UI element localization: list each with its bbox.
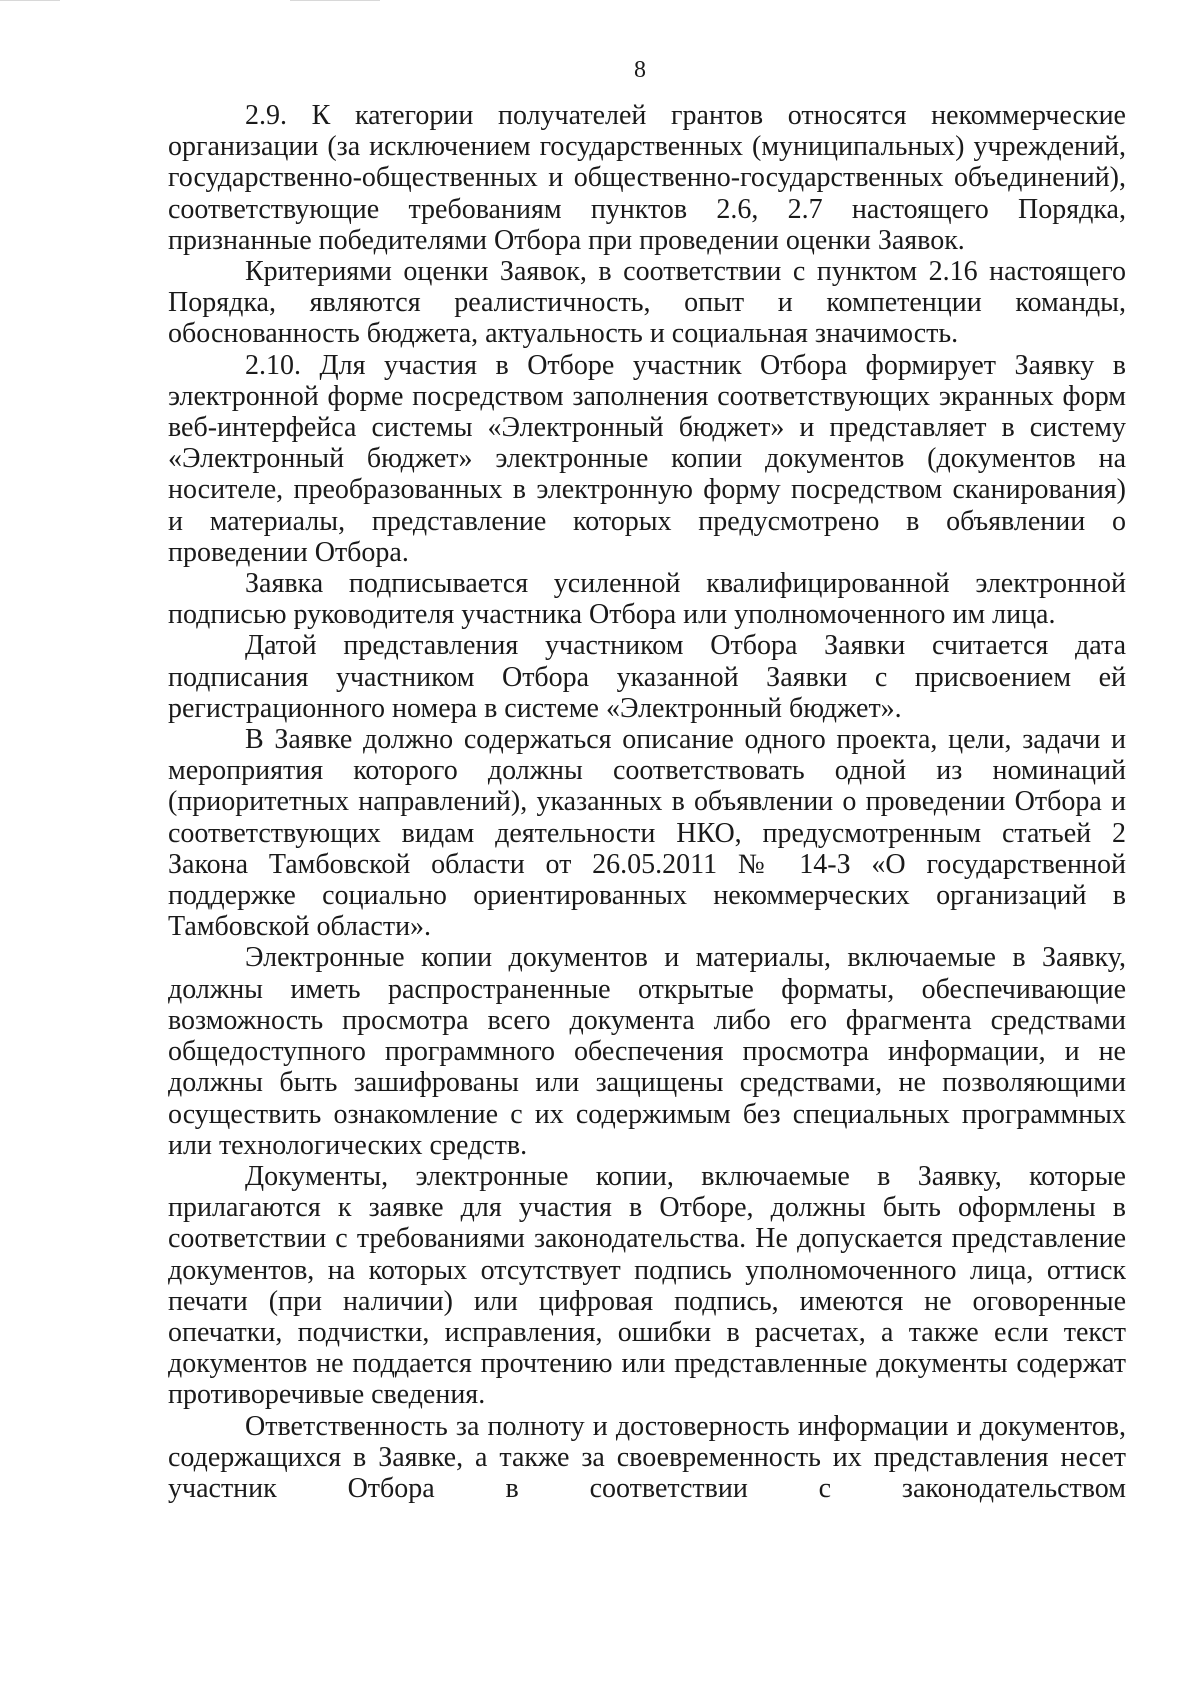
paragraph-responsibility: Ответственность за полноту и достоверность информации и документов, содержащихся в Заявке, а также за своевременность их представления несет участник Отбора в соответствии с законодательством [168, 1410, 1126, 1504]
paragraph-signature: Заявка подписывается усиленной квалифицированной электронной подписью руководителя участника Отбора или уполномоченного им лица. [168, 568, 1126, 631]
paragraph-electronic-copies: Электронные копии документов и материалы, включаемые в Заявку, должны иметь распространенные открытые форматы, обеспечивающие возможность просмотра всего документа либо его фрагмента средствами общедоступного программного обеспечения просмотра информации, и не должны быть зашифрованы или защищены средствами, не позволяющими осуществить ознакомление с их содержимым без специальных программных или технологических средств. [168, 942, 1126, 1161]
paragraph-criteria: Критериями оценки Заявок, в соответствии с пунктом 2.16 настоящего Порядка, являются реалистичность, опыт и компетенции команды, обоснованность бюджета, актуальность и социальная значимость. [168, 256, 1126, 350]
paragraph-2-10: 2.10. Для участия в Отборе участник Отбора формирует Заявку в электронной форме посредством заполнения соответствующих экранных форм веб-интерфейса системы «Электронный бюджет» и представляет в систему «Электронный бюджет» электронные копии документов (документов на носителе, преобразованных в электронную форму посредством сканирования) и материалы, представление которых предусмотрено в объявлении о проведении Отбора. [168, 349, 1126, 568]
paragraph-project-description: В Заявке должно содержаться описание одного проекта, цели, задачи и мероприятия которого должны соответствовать одной из номинаций (приоритетных направлений), указанных в объявлении о проведении Отбора и соответствующих видам деятельности НКО, предусмотренным статьей 2 Закона Тамбовской области от 26.05.2011 № 14-З «О государственной поддержке социально ориентированных некоммерческих организаций в Тамбовской области». [168, 724, 1126, 943]
document-body [168, 100, 1126, 1504]
paragraph-documents-requirements: Документы, электронные копии, включаемые в Заявку, которые прилагаются к заявке для участия в Отборе, должны быть оформлены в соответствии с требованиями законодательства. Не допускается представление документов, на которых отсутствует подпись уполномоченного лица, оттиск печати (при наличии) или цифровая подпись, имеются не оговоренные опечатки, подчистки, исправления, ошибки в расчетах, а также если текст документов не поддается прочтению или представленные документы содержат противоречивые сведения. [168, 1160, 1126, 1411]
page-number: 8 [634, 57, 646, 83]
scan-edge-mark [290, 0, 380, 1]
paragraph-submission-date: Датой представления участником Отбора Заявки считается дата подписания участником Отбора указанной Заявки с присвоением ей регистрационного номера в системе «Электронный бюджет». [168, 630, 1126, 724]
paragraph-2-9: 2.9. К категории получателей грантов относятся некоммерческие организации (за исключением государственных (муниципальных) учреждений, государственно-общественных и общественно-государственных объединений), соответствующие требованиям пунктов 2.6, 2.7 настоящего Порядка, признанные победителями Отбора при проведении оценки Заявок. [168, 100, 1126, 256]
scan-edge-mark [0, 0, 60, 1]
